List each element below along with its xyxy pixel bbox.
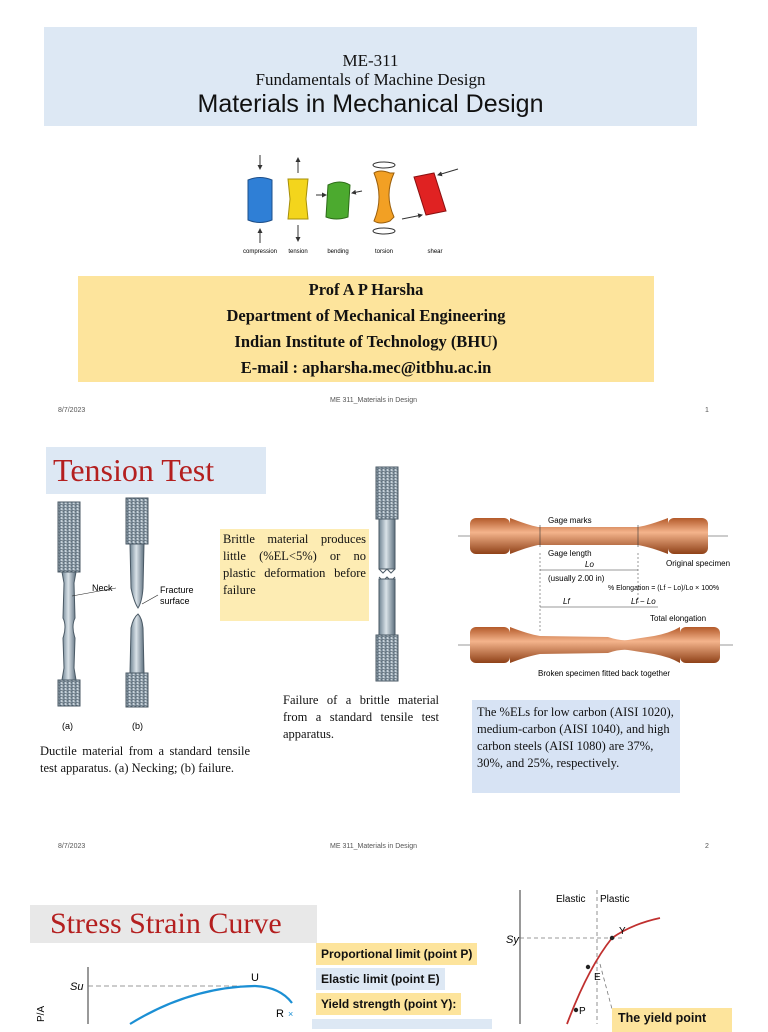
tension-test-title: Tension Test [46, 447, 266, 494]
ductile-caption: Ductile material from a standard tensile test apparatus. (a) Necking; (b) failure. [40, 744, 250, 775]
footer-title: ME 311_Materials in Design [330, 397, 418, 404]
compression-block [248, 155, 272, 243]
author-info-box [78, 276, 654, 382]
figure-label-b: (b) [132, 721, 143, 731]
torsion-block [373, 162, 395, 234]
yield-point-note: The yield point [612, 1008, 732, 1032]
usually-label: (usually 2.00 in) [548, 574, 605, 583]
author-email: E-mail : apharsha.mec@itbhu.ac.in [240, 358, 492, 377]
elastic-label: Elastic [556, 894, 586, 905]
gage-marks-label: Gage marks [548, 516, 592, 525]
figure-label-a: (a) [62, 721, 73, 731]
fracture-label: Fracture [160, 585, 194, 595]
load-label-bending: bending [327, 249, 349, 255]
elongation-formula: % Elongation = (Lf − Lo)/Lo × 100% [608, 585, 720, 592]
y-point-label: Y [619, 926, 626, 937]
gage-length-label: Gage length [548, 549, 592, 558]
original-specimen-label: Original specimen [666, 559, 731, 568]
neck-label: Neck [92, 583, 113, 593]
load-types-figure [230, 155, 460, 255]
footer-page-2: 2 [705, 843, 709, 850]
load-label-torsion: torsion [374, 249, 394, 255]
footer-title-2: ME 311_Materials in Design [330, 843, 418, 850]
elastic-limit-tag: Elastic limit (point E) [316, 968, 445, 990]
load-label-tension: tension [288, 249, 308, 255]
tension-block [288, 158, 308, 241]
stress-strain-title: Stress Strain Curve [30, 905, 317, 943]
p-point-label: P [579, 1006, 586, 1017]
fracture-surface-label: surface [160, 596, 190, 606]
r-label: R [276, 1008, 284, 1020]
author-department: Department of Mechanical Engineering [226, 306, 506, 325]
sy-label: Sy [506, 934, 519, 946]
su-label: Su [70, 981, 84, 993]
load-label-compression: compression [242, 249, 278, 255]
course-name: Fundamentals of Machine Design [255, 70, 486, 89]
title-banner [44, 27, 697, 126]
lf-minus-lo-label: Lf − Lo [631, 597, 656, 606]
shear-block [402, 169, 458, 219]
u-label: U [251, 972, 259, 984]
original-specimen [458, 518, 728, 554]
bending-block [316, 182, 362, 219]
brittle-note: Brittle material produces little (%EL<5%) or no plastic deformation before failure [220, 529, 369, 621]
plastic-label: Plastic [600, 894, 630, 905]
ultimate-strength-tag [312, 1019, 492, 1029]
total-elongation-label: Total elongation [650, 614, 707, 623]
stress-strain-curve-left [30, 965, 300, 1024]
broken-specimen [458, 627, 733, 663]
load-label-shear: shear [427, 249, 443, 255]
footer-date: 8/7/2023 [58, 407, 86, 414]
footer-date-2: 8/7/2023 [58, 843, 86, 850]
ductile-specimen-figure [40, 498, 194, 738]
specimen-elongation-figure [458, 503, 743, 683]
brittle-caption: Failure of a brittle material from a standard tensile test apparatus. [283, 693, 439, 741]
lo-label: Lo [585, 560, 594, 569]
slide-title: Materials in Mechanical Design [197, 90, 544, 118]
proportional-limit-tag: Proportional limit (point P) [316, 943, 477, 965]
axis-label: P/A [36, 1005, 47, 1022]
lf-label: Lf [563, 597, 570, 606]
svg-text:×: × [288, 1009, 294, 1019]
steel-elongation-note: The %ELs for low carbon (AISI 1020), medium-carbon (AISI 1040), and high carbon steels (AISI 1080) are 37%, 30%, and 25%, respectively. [472, 700, 680, 793]
yield-strength-tag: Yield strength (point Y): [316, 993, 461, 1015]
brittle-specimen-figure [370, 465, 404, 685]
course-code: ME-311 [342, 51, 399, 70]
author-name: Prof A P Harsha [308, 280, 424, 299]
author-institute: Indian Institute of Technology (BHU) [234, 332, 498, 351]
broken-specimen-label: Broken specimen fitted back together [538, 669, 671, 678]
stress-strain-curve-right [492, 888, 742, 1024]
footer-page: 1 [705, 407, 709, 414]
e-point-label: E [594, 972, 601, 983]
